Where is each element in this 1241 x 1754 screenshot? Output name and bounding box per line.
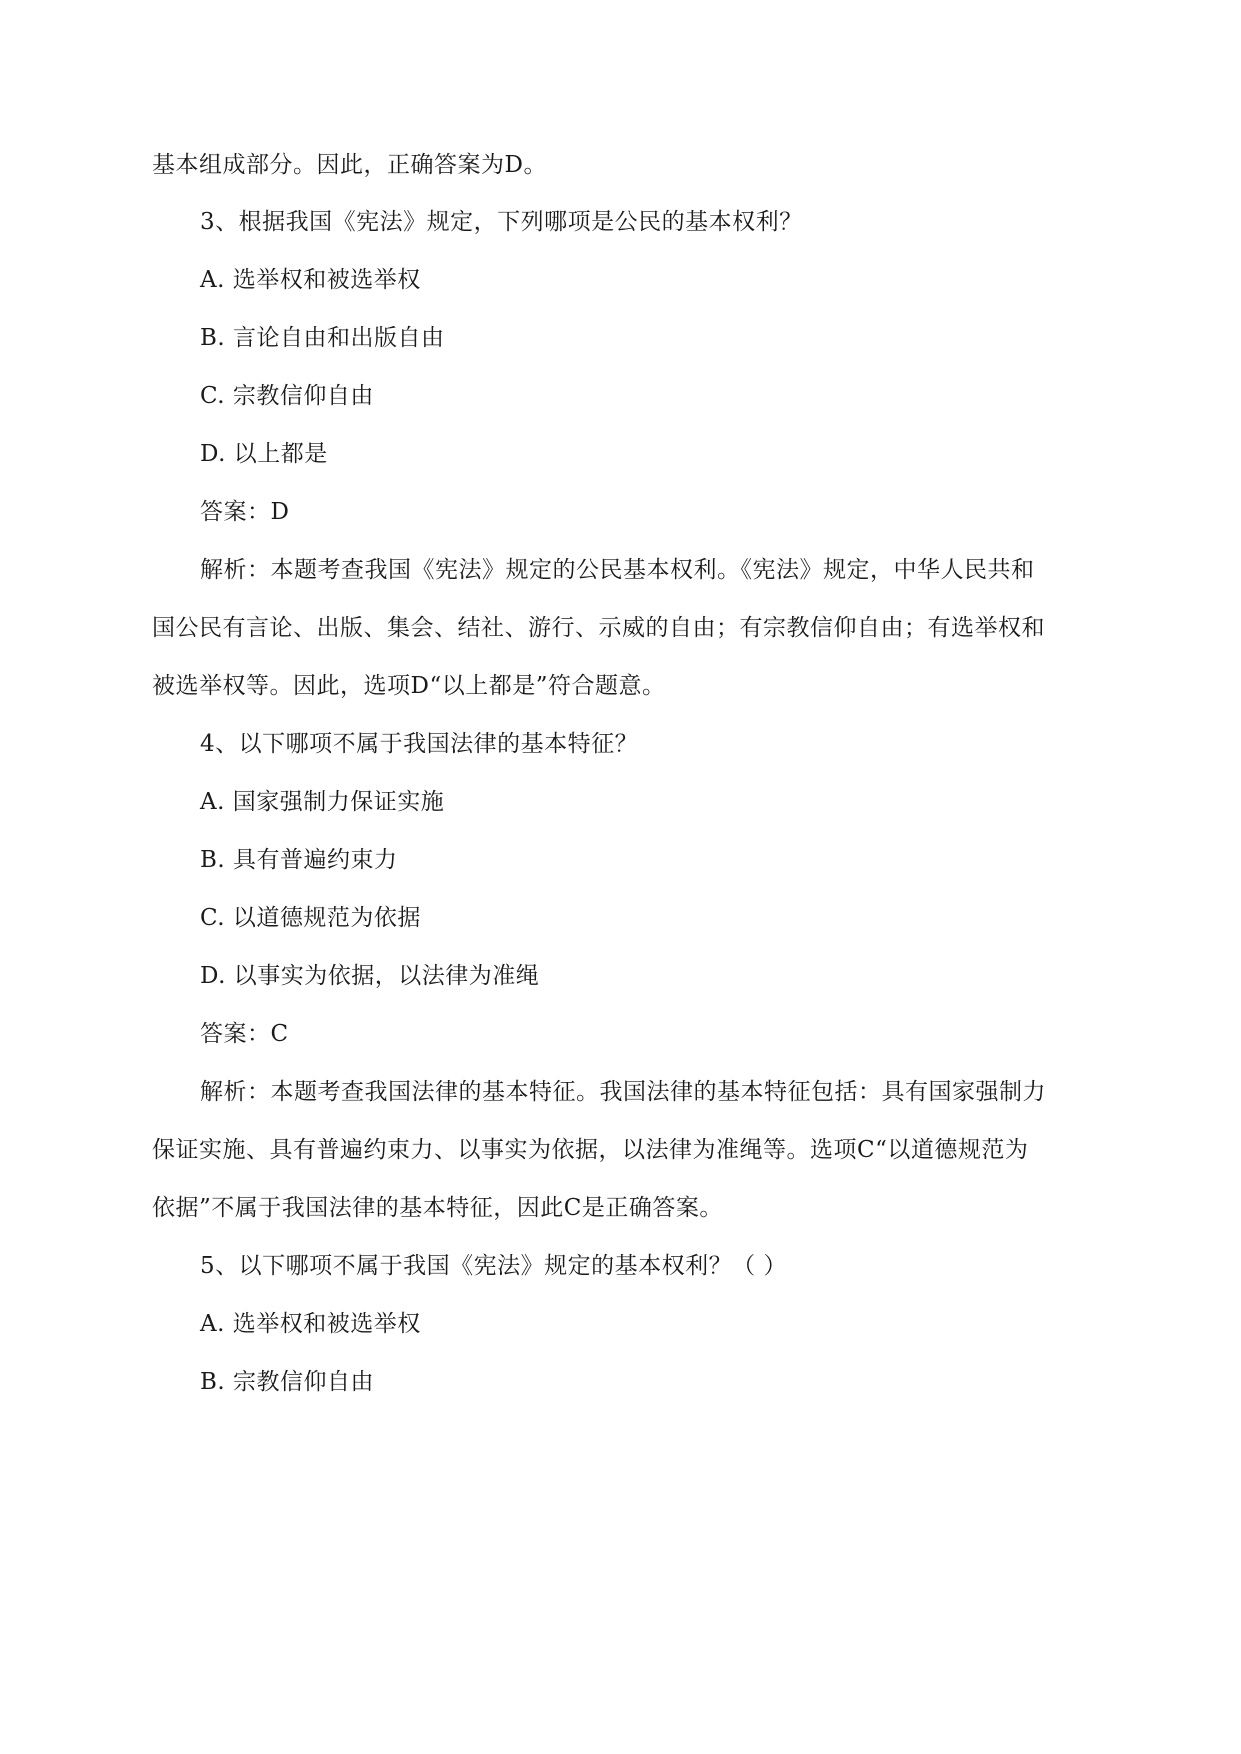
question-3-option-a: A. 选举权和被选举权 [200, 267, 421, 293]
question-4: 4、以下哪项不属于我国法律的基本特征？ [200, 731, 639, 757]
question-4-option-c: C. 以道德规范为依据 [200, 905, 421, 931]
question-4-explanation-line-1: 解析：本题考查我国法律的基本特征。我国法律的基本特征包括：具有国家强制力 [200, 1079, 1046, 1105]
question-3-option-d: D. 以上都是 [200, 441, 328, 467]
question-5-option-a: A. 选举权和被选举权 [200, 1311, 421, 1337]
question-4-option-a: A. 国家强制力保证实施 [200, 789, 445, 815]
question-4-explanation-line-2: 保证实施、具有普遍约束力、以事实为依据，以法律为准绳等。选项C“以道德规范为 [152, 1137, 1029, 1163]
question-3-option-c: C. 宗教信仰自由 [200, 383, 374, 409]
question-4-explanation-line-3: 依据”不属于我国法律的基本特征，因此C是正确答案。 [152, 1195, 723, 1221]
question-3: 3、根据我国《宪法》规定，下列哪项是公民的基本权利？ [200, 209, 803, 235]
question-4-option-b: B. 具有普遍约束力 [200, 847, 398, 873]
question-5: 5、以下哪项不属于我国《宪法》规定的基本权利？（ ） [200, 1253, 787, 1279]
question-3-option-b: B. 言论自由和出版自由 [200, 325, 445, 351]
question-5-option-b: B. 宗教信仰自由 [200, 1369, 375, 1395]
question-3-explanation-line-1: 解析：本题考查我国《宪法》规定的公民基本权利。《宪法》规定，中华人民共和 [200, 557, 1035, 583]
question-4-answer: 答案：C [200, 1021, 289, 1047]
question-4-option-d: D. 以事实为依据，以法律为准绳 [200, 963, 540, 989]
question-3-answer: 答案：D [200, 499, 290, 525]
question-3-explanation-line-2: 国公民有言论、出版、集会、结社、游行、示威的自由；有宗教信仰自由；有选举权和 [152, 615, 1045, 641]
question-3-explanation-line-3: 被选举权等。因此，选项D“以上都是”符合题意。 [152, 673, 666, 699]
text-line-prev-explanation-end: 基本组成部分。因此，正确答案为D。 [152, 152, 547, 178]
